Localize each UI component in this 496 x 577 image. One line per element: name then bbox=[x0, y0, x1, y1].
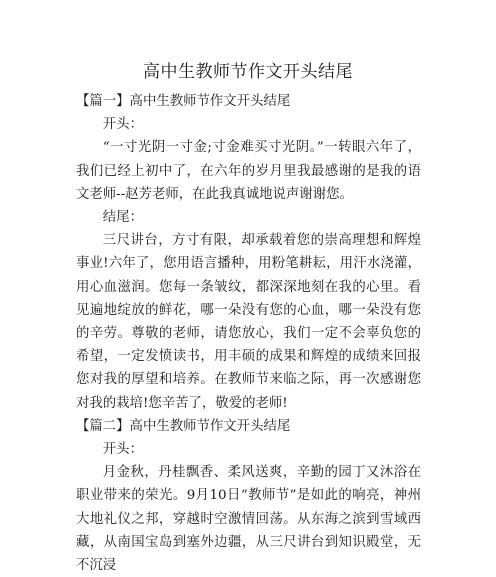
section-heading-2: 【篇二】高中生教师节作文开头结尾 bbox=[76, 418, 291, 434]
ending-paragraph-1: 三尺讲台，方寸有限，却承载着您的崇高理想和辉煌事业!六年了，您用语言播种，用粉笔耕耘，用汗水浇灌，用心血滋润。您每一条皱纹，都深深地刻在我的心里。看见遍地绽放的鲜花，哪一朵没有您的心血，哪一朵没有您的辛劳。尊敬的老师，请您放心，我们一定不会辜负您的希望，一定发愤读书，用丰硕的成果和辉煌的成绩来回报您对我的厚望和培养。在教师节来临之际，再一次感谢您对我的栽培!您辛苦了，敬爱的老师! bbox=[76, 233, 421, 411]
ending-label-1: 结尾： bbox=[102, 210, 143, 226]
opening-label-1: 开头： bbox=[102, 117, 143, 133]
section-heading-1: 【篇一】高中生教师节作文开头结尾 bbox=[76, 94, 291, 109]
opening-paragraph-1: “一寸光阴一寸金;寸金难买寸光阴。”一转眼六年了，我们已经上初中了，在六年的岁月里我最感谢的是我的语文老师--赵芳老师，在此我真诚地说声谢谢您。 bbox=[76, 140, 421, 202]
document-body bbox=[76, 90, 421, 577]
document-title: 高中生教师节作文开头结尾 bbox=[143, 62, 353, 82]
opening-label-2: 开头： bbox=[102, 442, 143, 458]
opening-paragraph-2: 月金秋，丹桂飘香、柔风送爽，辛勤的园丁又沐浴在职业带来的荣光。9月10日“教师节”是如此的响亮，神州大地礼仪之邦，穿越时空激情回荡。从东海之滨到雪域西藏，从南国宝岛到塞外边疆，从三尺讲台到知识殿堂，无不沉浸 bbox=[76, 465, 421, 574]
